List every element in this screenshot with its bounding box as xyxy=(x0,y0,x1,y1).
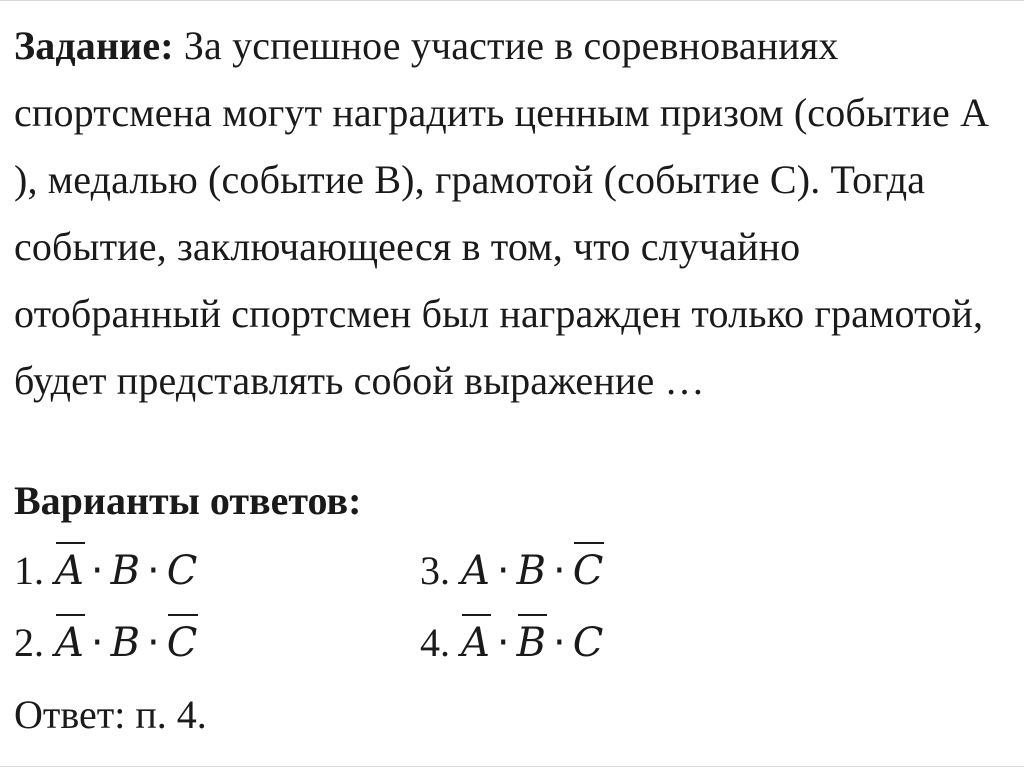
operator: · xyxy=(496,620,510,666)
task-paragraph xyxy=(14,12,1014,414)
option-term: A xyxy=(461,620,490,666)
operator: · xyxy=(553,620,566,666)
option-4 xyxy=(420,618,604,668)
task-label: Задание: xyxy=(14,23,174,68)
option-term: B xyxy=(110,620,141,666)
option-number: 1. xyxy=(14,548,44,593)
operator: · xyxy=(147,548,160,594)
top-divider xyxy=(0,0,1024,1)
task-text: За успешное участие в соревнованиях спортсмена могут наградить ценным призом (событие А ), медалью (событие В), грамотой (событие С). Тогда событие, заключающееся в том, что случайно отобранный спортсмен был награжден только грамотой, будет представлять собой выражение … xyxy=(14,23,990,403)
option-term: C xyxy=(572,548,604,594)
answer-line: Ответ: п. 4. xyxy=(14,692,207,737)
options-heading: Варианты ответов: xyxy=(14,478,362,523)
option-term: C xyxy=(166,548,198,594)
option-term: A xyxy=(55,548,84,594)
operator: · xyxy=(90,620,104,666)
operator: · xyxy=(496,548,510,594)
option-term: B xyxy=(110,548,141,594)
operator: · xyxy=(553,548,566,594)
option-term: B xyxy=(516,548,547,594)
option-number: 3. xyxy=(420,548,450,593)
option-term: C xyxy=(572,620,604,666)
option-term: A xyxy=(461,548,490,594)
option-3 xyxy=(420,546,604,596)
option-1 xyxy=(14,546,198,596)
option-2 xyxy=(14,618,198,668)
option-term: A xyxy=(55,620,84,666)
operator: · xyxy=(90,548,104,594)
operator: · xyxy=(147,620,160,666)
option-number: 4. xyxy=(420,620,450,665)
option-term: B xyxy=(516,620,547,666)
option-number: 2. xyxy=(14,620,44,665)
option-term: C xyxy=(166,620,198,666)
